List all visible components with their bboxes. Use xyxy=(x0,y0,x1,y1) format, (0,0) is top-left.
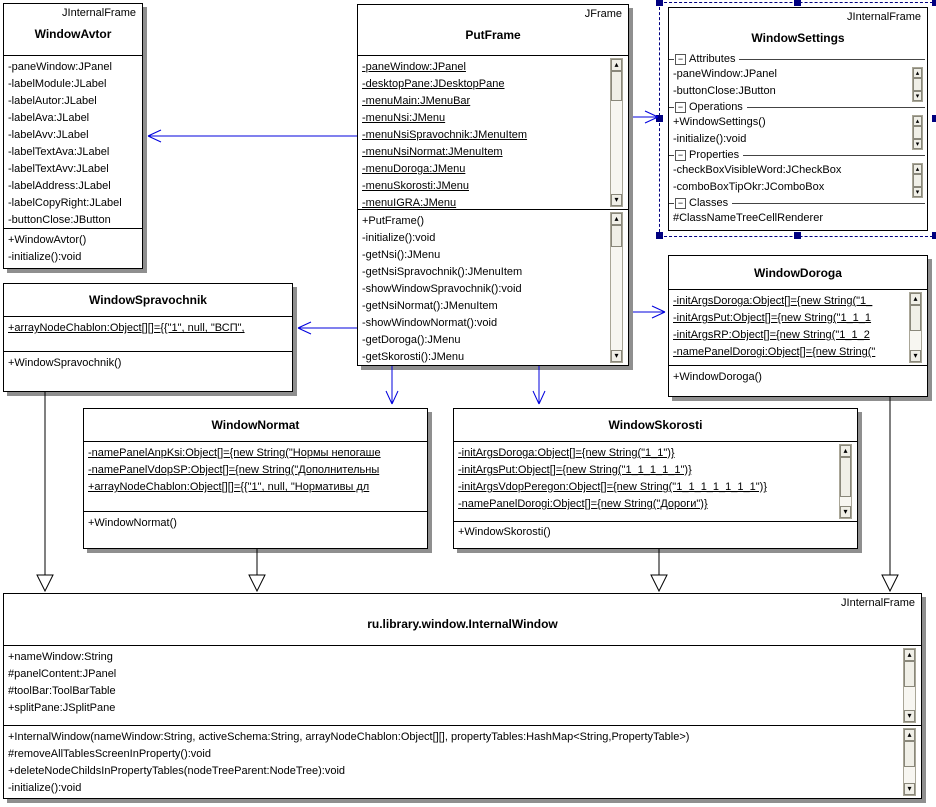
attribute-row[interactable]: -initArgsDoroga:Object[]={new String("1_1")} xyxy=(458,447,675,459)
scroll-down-icon[interactable]: ▾ xyxy=(840,506,851,518)
class-name: WindowSkorosti xyxy=(608,418,703,432)
attribute-row[interactable]: -labelAutor:JLabel xyxy=(8,95,97,107)
attribute-row[interactable]: -labelAvv:JLabel xyxy=(8,129,89,141)
attribute-row[interactable]: -namePanelDorogi:Object[]={new String(" xyxy=(673,346,876,358)
class-name: WindowSettings xyxy=(751,31,845,45)
attribute-row[interactable]: -initArgsPut:Object[]={new String("1_1_1_1_1")} xyxy=(458,464,692,476)
scroll-up-icon[interactable]: ▴ xyxy=(913,68,922,78)
method-row[interactable]: -getNsiSpravochnik():JMenuItem xyxy=(362,266,523,278)
class-name: WindowNormat xyxy=(211,418,300,432)
collapse-icon[interactable]: − xyxy=(675,150,686,161)
property-row[interactable]: -checkBoxVisibleWord:JCheckBox xyxy=(673,164,842,176)
attribute-row[interactable]: -initArgsRP:Object[]={new String("1_1_2 xyxy=(673,329,870,341)
class-name: ru.library.window.InternalWindow xyxy=(367,617,558,631)
scroll-up-icon[interactable]: ▴ xyxy=(913,116,922,126)
attribute-row[interactable]: -paneWindow:JPanel xyxy=(673,68,777,80)
dependency-putframe-to-windowskorosti[interactable] xyxy=(533,366,545,404)
scroll-up-icon[interactable]: ▴ xyxy=(913,164,922,174)
scroll-up-icon[interactable]: ▴ xyxy=(910,293,921,305)
method-row[interactable]: -getNsi():JMenu xyxy=(362,249,441,261)
attribute-row[interactable]: -namePanelAnpKsi:Object[]={new String("Нормы непогаше xyxy=(88,447,381,459)
attribute-row[interactable]: -menuNsiSpravochnik:JMenuItem xyxy=(362,129,528,141)
method-row[interactable]: -initialize():void xyxy=(8,782,82,794)
method-row[interactable]: -showWindowNormat():void xyxy=(362,317,498,329)
class-name: WindowAvtor xyxy=(34,27,112,41)
class-row[interactable]: #ClassNameTreeCellRenderer xyxy=(673,212,823,224)
scroll-down-icon[interactable]: ▾ xyxy=(913,91,922,101)
method-row[interactable]: +InternalWindow(nameWindow:String, activeSchema:String, arrayNodeChablon:Object[][], propertyTables:HashMap<String,PropertyTable>) xyxy=(8,731,690,743)
dependency-putframe-to-windowavtor[interactable] xyxy=(148,130,357,142)
scroll-down-icon[interactable]: ▾ xyxy=(913,187,922,197)
attribute-row[interactable]: -paneWindow:JPanel xyxy=(362,61,466,73)
attribute-row[interactable]: -paneWindow:JPanel xyxy=(8,61,112,73)
attribute-row[interactable]: -menuDoroga:JMenu xyxy=(362,163,466,175)
method-row[interactable]: +WindowSpravochnik() xyxy=(8,357,122,369)
method-row[interactable]: -initialize():void xyxy=(673,133,747,145)
scroll-down-icon[interactable]: ▾ xyxy=(904,783,915,795)
stereotype-label: JFrame xyxy=(584,8,622,20)
method-row[interactable]: +deleteNodeChildsInPropertyTables(nodeTreeParent:NodeTree):void xyxy=(8,765,346,777)
scroll-up-icon[interactable]: ▴ xyxy=(840,445,851,457)
method-row[interactable]: -getNsiNormat():JMenuItem xyxy=(362,300,498,312)
attribute-row[interactable]: -initArgsVdopPeregon:Object[]={new String("1_1_1_1_1_1_1")} xyxy=(458,481,767,493)
method-row[interactable]: +WindowNormat() xyxy=(88,517,177,529)
method-row[interactable]: -initialize():void xyxy=(8,251,82,263)
generalization-windownormat-to-internalwindow[interactable] xyxy=(249,549,265,591)
attribute-row[interactable]: +splitPane:JSplitPane xyxy=(8,702,116,714)
method-row[interactable]: +PutFrame() xyxy=(362,215,425,227)
collapse-icon[interactable]: − xyxy=(675,102,686,113)
collapse-icon[interactable]: − xyxy=(675,198,686,209)
scroll-up-icon[interactable]: ▴ xyxy=(611,213,622,225)
method-row[interactable]: -getSkorosti():JMenu xyxy=(362,351,465,363)
scroll-down-icon[interactable]: ▾ xyxy=(913,139,922,149)
attribute-row[interactable]: +arrayNodeChablon:Object[][]={{"1", null, "ВСП", xyxy=(8,322,245,334)
attribute-row[interactable]: -desktopPane:JDesktopPane xyxy=(362,78,505,90)
stereotype-label: JInternalFrame xyxy=(62,7,136,19)
attribute-row[interactable]: +nameWindow:String xyxy=(8,651,113,663)
scroll-up-icon[interactable]: ▴ xyxy=(611,59,622,71)
property-row[interactable]: -comboBoxTipOkr:JComboBox xyxy=(673,181,825,193)
attribute-row[interactable]: -menuSkorosti:JMenu xyxy=(362,180,469,192)
stereotype-label: JInternalFrame xyxy=(841,597,915,609)
attribute-row[interactable]: -menuMain:JMenuBar xyxy=(362,95,471,107)
attribute-row[interactable]: -namePanelDorogi:Object[]={new String("Дороги")} xyxy=(458,498,708,510)
class-name: WindowDoroga xyxy=(754,265,842,280)
class-name: WindowSpravochnik xyxy=(89,293,207,307)
generalization-windowskorosti-to-internalwindow[interactable] xyxy=(651,549,667,591)
method-row[interactable]: +WindowSettings() xyxy=(673,116,766,128)
generalization-windowdoroga-to-internalwindow[interactable] xyxy=(882,397,898,591)
scroll-up-icon[interactable]: ▴ xyxy=(904,649,915,661)
section-header-attributes: − Attributes xyxy=(669,52,927,66)
generalization-windowspravochnik-to-internalwindow[interactable] xyxy=(37,392,53,591)
attribute-row[interactable]: #panelContent:JPanel xyxy=(8,668,117,680)
attribute-row[interactable]: -labelModule:JLabel xyxy=(8,78,107,90)
class-name: PutFrame xyxy=(465,28,521,42)
method-row[interactable]: -initialize():void xyxy=(362,232,436,244)
section-header-properties: − Properties xyxy=(669,148,927,162)
dependency-putframe-to-windowspravochnik[interactable] xyxy=(298,322,357,334)
attribute-row[interactable]: -labelTextAvv:JLabel xyxy=(8,163,109,175)
attribute-row[interactable]: -menuIGRA:JMenu xyxy=(362,197,457,209)
attribute-row[interactable]: -labelAddress:JLabel xyxy=(8,180,111,192)
scroll-down-icon[interactable]: ▾ xyxy=(910,350,921,362)
attribute-row[interactable]: -labelCopyRight:JLabel xyxy=(8,197,122,209)
attribute-row[interactable]: #toolBar:ToolBarTable xyxy=(8,685,116,697)
method-row[interactable]: #removeAllTablesScreenInProperty():void xyxy=(8,748,211,760)
method-row[interactable]: +WindowSkorosti() xyxy=(458,526,551,538)
dependency-putframe-to-windowsettings[interactable] xyxy=(633,111,658,123)
attribute-row[interactable]: -menuNsi:JMenu xyxy=(362,112,446,124)
method-row[interactable]: -showWindowSpravochnik():void xyxy=(362,283,522,295)
attribute-row[interactable]: -initArgsDoroga:Object[]={new String("1_ xyxy=(673,295,873,307)
attribute-row[interactable]: -buttonClose:JButton xyxy=(673,85,776,97)
attribute-row[interactable]: -buttonClose:JButton xyxy=(8,214,111,226)
dependency-putframe-to-windownormat[interactable] xyxy=(386,366,398,404)
scroll-up-icon[interactable]: ▴ xyxy=(904,729,915,741)
scroll-down-icon[interactable]: ▾ xyxy=(611,350,622,362)
dependency-putframe-to-windowdoroga[interactable] xyxy=(633,306,665,318)
attribute-row[interactable]: -initArgsPut:Object[]={new String("1_1_1 xyxy=(673,312,872,324)
attribute-row[interactable]: -namePanelVdopSP:Object[]={new String("Дополнительны xyxy=(88,464,380,476)
attribute-row[interactable]: -labelAva:JLabel xyxy=(8,112,90,124)
attribute-row[interactable]: -menuNsiNormat:JMenuItem xyxy=(362,146,503,158)
section-header-classes: − Classes xyxy=(669,196,927,210)
method-row[interactable]: -getDoroga():JMenu xyxy=(362,334,461,346)
method-row[interactable]: +WindowDoroga() xyxy=(673,371,762,383)
scroll-down-icon[interactable]: ▾ xyxy=(611,194,622,206)
attribute-row[interactable]: -labelTextAva:JLabel xyxy=(8,146,110,158)
attribute-row[interactable]: +arrayNodeChablon:Object[][]={{"1", null, "Нормативы дл xyxy=(88,481,370,493)
stereotype-label: JInternalFrame xyxy=(847,11,921,23)
collapse-icon[interactable]: − xyxy=(675,54,686,65)
method-row[interactable]: +WindowAvtor() xyxy=(8,234,87,246)
section-header-operations: − Operations xyxy=(669,100,927,114)
scroll-down-icon[interactable]: ▾ xyxy=(904,710,915,722)
